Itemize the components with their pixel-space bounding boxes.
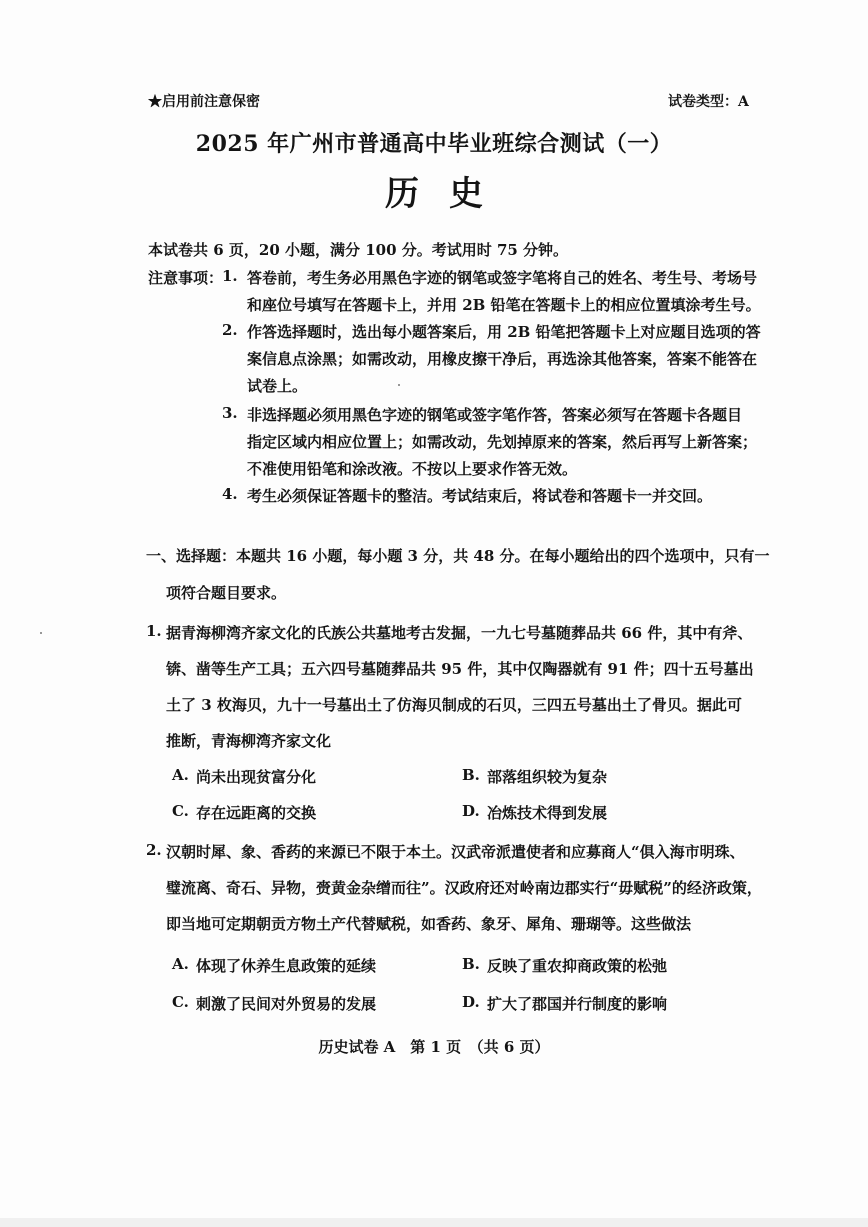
notice-item-line: 试卷上。: [247, 377, 308, 395]
question-stem-line: 锛、凿等生产工具；五六四号墓随葬品共 95 件，其中仅陶器就有 91 件；四十五号墓出: [166, 660, 754, 678]
question-stem-line: 汉朝时犀、象、香药的来源已不限于本土。汉武帝派遣使者和应募商人“俱入海市明珠、: [166, 843, 745, 861]
option-text: 部落组织较为复杂: [487, 768, 608, 786]
question-number: 2.: [146, 841, 162, 859]
question-stem-line: 即当地可定期朝贡方物土产代替赋税，如香药、象牙、犀角、珊瑚等。这些做法: [166, 915, 692, 933]
notice-item-line: 答卷前，考生务必用黑色字迹的钢笔或签字笔将自己的姓名、考生号、考场号: [247, 269, 758, 287]
notice-item-line: 不准使用铅笔和涂改液。不按以上要求作答无效。: [247, 460, 578, 478]
option-label: C.: [172, 993, 189, 1011]
notice-item-line: 和座位号填写在答题卡上，并用 2B 铅笔在答题卡上的相应位置填涂考生号。: [247, 296, 761, 314]
option-label: A.: [172, 766, 189, 784]
option-text: 刺激了民间对外贸易的发展: [196, 995, 377, 1013]
option-label: D.: [462, 993, 480, 1011]
notice-item-line: 案信息点涂黑；如需改动，用橡皮擦干净后，再选涂其他答案，答案不能答在: [247, 350, 758, 368]
option-text: 体现了休养生息政策的延续: [196, 957, 377, 975]
notice-item-line: 指定区域内相应位置上；如需改动，先划掉原来的答案，然后再写上新答案；: [247, 433, 758, 451]
option-label: B.: [462, 766, 480, 784]
page-footer: 历史试卷 A 第 1 页 （共 6 页）: [318, 1038, 550, 1056]
subject-title: 历史: [385, 174, 513, 214]
option-label: B.: [462, 955, 480, 973]
scan-speck: [40, 632, 42, 634]
notice-item-line: 非选择题必须用黑色字迹的钢笔或签字笔作答，答案必须写在答题卡各题目: [247, 406, 743, 424]
notice-item-number: 4.: [222, 485, 238, 503]
option-label: A.: [172, 955, 189, 973]
option-text: 尚未出现贫富分化: [196, 768, 317, 786]
section-heading: 一、选择题：本题共 16 小题，每小题 3 分，共 48 分。在每小题给出的四个选项中，只有一: [146, 547, 770, 565]
question-stem-line: 璧流离、奇石、异物，赍黄金杂缯而往”。汉政府还对岭南边郡实行“毋赋税”的经济政策，: [166, 879, 762, 897]
confidential-label: ★启用前注意保密: [148, 94, 260, 110]
exam-summary: 本试卷共 6 页，20 小题，满分 100 分。考试用时 75 分钟。: [148, 241, 569, 259]
paper-type-label: 试卷类型：A: [668, 94, 749, 110]
notice-item-number: 2.: [222, 321, 238, 339]
option-label: D.: [462, 802, 480, 820]
notice-item-number: 3.: [222, 404, 238, 422]
notice-item-line: 考生必须保证答题卡的整洁。考试结束后，将试卷和答题卡一并交回。: [247, 487, 713, 505]
exam-title: 2025 年广州市普通高中毕业班综合测试（一）: [195, 131, 673, 157]
question-stem-line: 土了 3 枚海贝，九十一号墓出土了仿海贝制成的石贝，三四五号墓出土了骨贝。据此可: [166, 696, 742, 714]
notice-item-number: 1.: [222, 267, 238, 285]
scan-edge: [0, 1218, 868, 1227]
scan-speck: [398, 384, 400, 386]
question-number: 1.: [146, 622, 162, 640]
option-text: 扩大了郡国并行制度的影响: [487, 995, 668, 1013]
notice-label: 注意事项：: [148, 269, 224, 287]
option-text: 存在远距离的交换: [196, 804, 317, 822]
question-stem-line: 推断，青海柳湾齐家文化: [166, 732, 332, 750]
option-text: 反映了重农抑商政策的松弛: [487, 957, 668, 975]
question-stem-line: 据青海柳湾齐家文化的氏族公共墓地考古发掘，一九七号墓随葬品共 66 件，其中有斧、: [166, 624, 753, 642]
notice-item-line: 作答选择题时，选出每小题答案后，用 2B 铅笔把答题卡上对应题目选项的答: [247, 323, 761, 341]
option-text: 冶炼技术得到发展: [487, 804, 608, 822]
option-label: C.: [172, 802, 189, 820]
section-heading-continued: 项符合题目要求。: [166, 584, 287, 602]
